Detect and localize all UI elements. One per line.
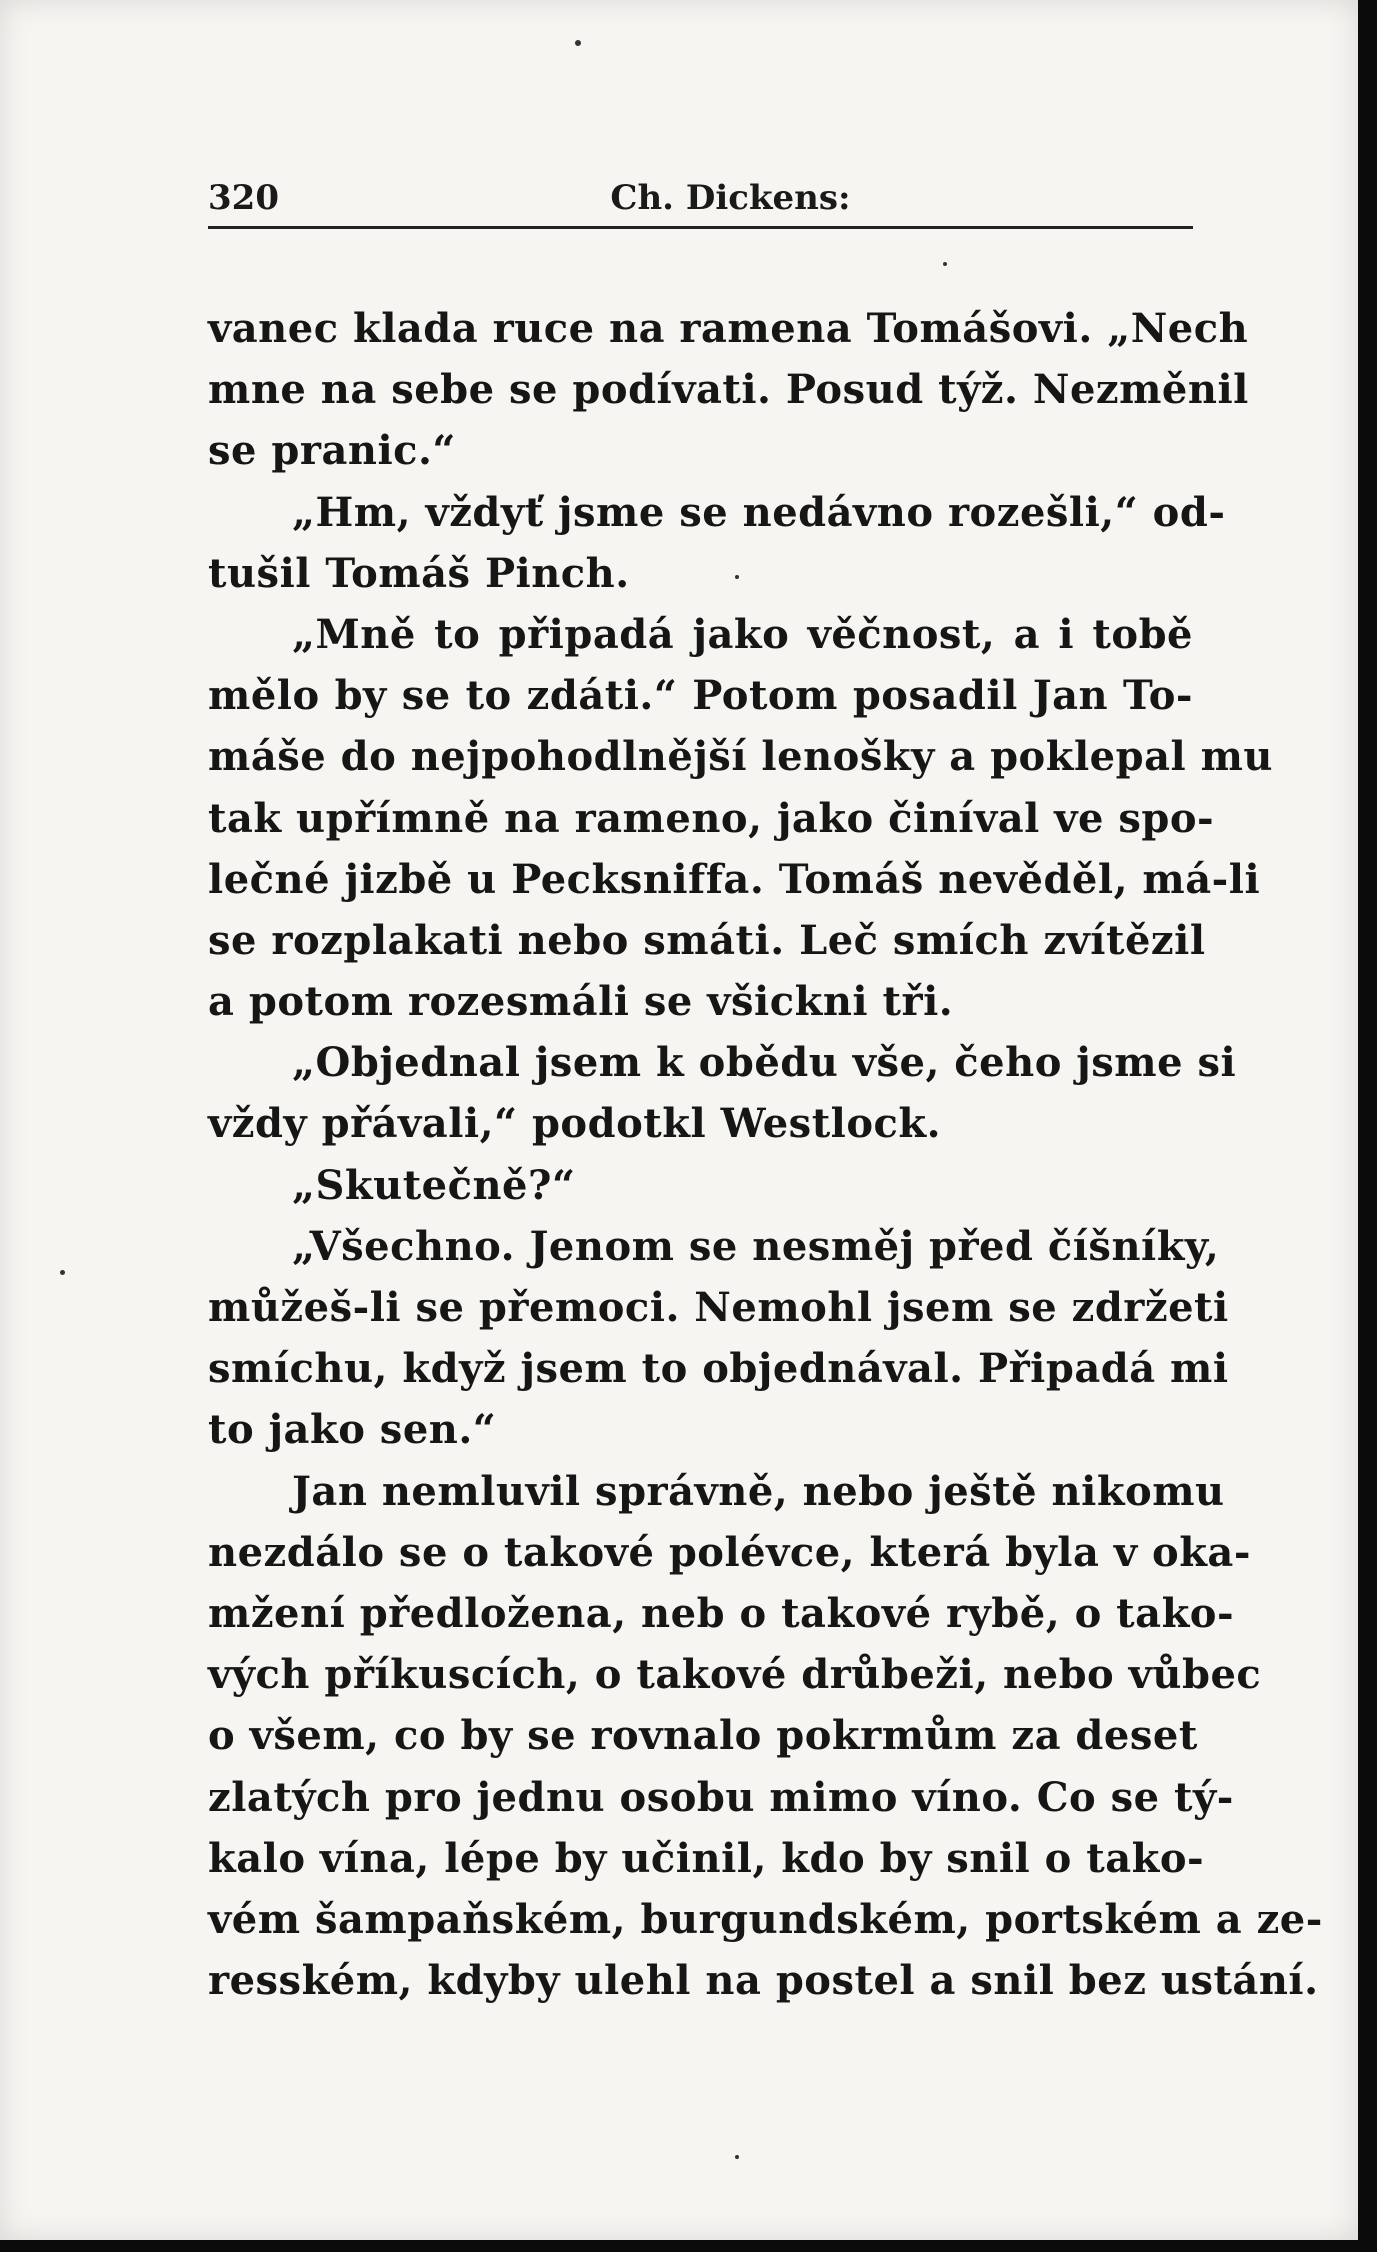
text-line: vanec klada ruce na ramena Tomášovi. „Nech xyxy=(208,305,1249,352)
text-line: můžeš-li se přemoci. Nemohl jsem se zdržeti xyxy=(208,1284,1229,1331)
text-line: to jako sen.“ xyxy=(208,1406,497,1454)
text-line: smíchu, když jsem to objednával. Připadá mi xyxy=(208,1345,1229,1393)
body-text xyxy=(208,298,1323,2011)
page-header xyxy=(208,170,1193,229)
scan-edge-bottom xyxy=(0,2240,1377,2252)
print-speck xyxy=(943,262,947,266)
text-line: vém šampaňském, burgundském, portském a ze- xyxy=(208,1895,1323,1943)
print-speck xyxy=(735,575,739,579)
page-number: 320 xyxy=(208,178,279,218)
text-line: mělo by se to zdáti.“ Potom posadil Jan To- xyxy=(208,672,1193,720)
text-line: mne na sebe se podívati. Posud týž. Nezměnil xyxy=(208,366,1249,414)
text-line: nezdálo se o takové polévce, která byla v oka- xyxy=(208,1528,1251,1576)
text-line: vždy přávali,“ podotkl Westlock. xyxy=(208,1100,942,1148)
text-line: „Hm, vždyť jsme se nedávno rozešli,“ od- xyxy=(292,488,1226,536)
text-line: resském, kdyby ulehl na postel a snil bez ustání. xyxy=(208,1957,1319,2005)
text-line: se pranic.“ xyxy=(208,427,456,475)
text-line: a potom rozesmáli se všickni tři. xyxy=(208,978,954,1026)
print-speck xyxy=(575,40,581,46)
text-line: zlatých pro jednu osobu mimo víno. Co se tý- xyxy=(208,1773,1234,1821)
text-line: kalo vína, lépe by učinil, kdo by snil o tako- xyxy=(208,1834,1205,1882)
text-line: se rozplakati nebo smáti. Leč smích zvítězil xyxy=(208,916,1206,964)
text-line: o všem, co by se rovnalo pokrmům za deset xyxy=(208,1712,1198,1760)
text-line: „Všechno. Jenom se nesměj před číšníky, xyxy=(292,1222,1220,1270)
print-speck xyxy=(735,2155,739,2159)
running-head: Ch. Dickens: xyxy=(610,178,851,218)
scan-edge-right xyxy=(1358,0,1377,2252)
text-line: mžení předložena, neb o takové rybě, o tako- xyxy=(208,1589,1235,1637)
text-line: „Mně to připadá jako věčnost, a i tobě xyxy=(292,610,1193,658)
text-line: lečné jizbě u Pecksniffa. Tomáš nevěděl, má-li xyxy=(208,855,1261,903)
print-speck xyxy=(60,1270,65,1275)
text-line: „Objednal jsem k obědu vše, čeho jsme si xyxy=(292,1039,1237,1087)
text-line: tušil Tomáš Pinch. xyxy=(208,549,630,597)
text-line: tak upřímně na rameno, jako činíval ve spo- xyxy=(208,794,1215,842)
text-line: máše do nejpohodlnější lenošky a poklepal mu xyxy=(208,733,1274,781)
text-line: „Skutečně?“ xyxy=(292,1161,576,1209)
text-line: vých příkuscích, o takové drůbeži, nebo vůbec xyxy=(208,1651,1262,1699)
text-line: Jan nemluvil správně, nebo ještě nikomu xyxy=(292,1467,1225,1515)
